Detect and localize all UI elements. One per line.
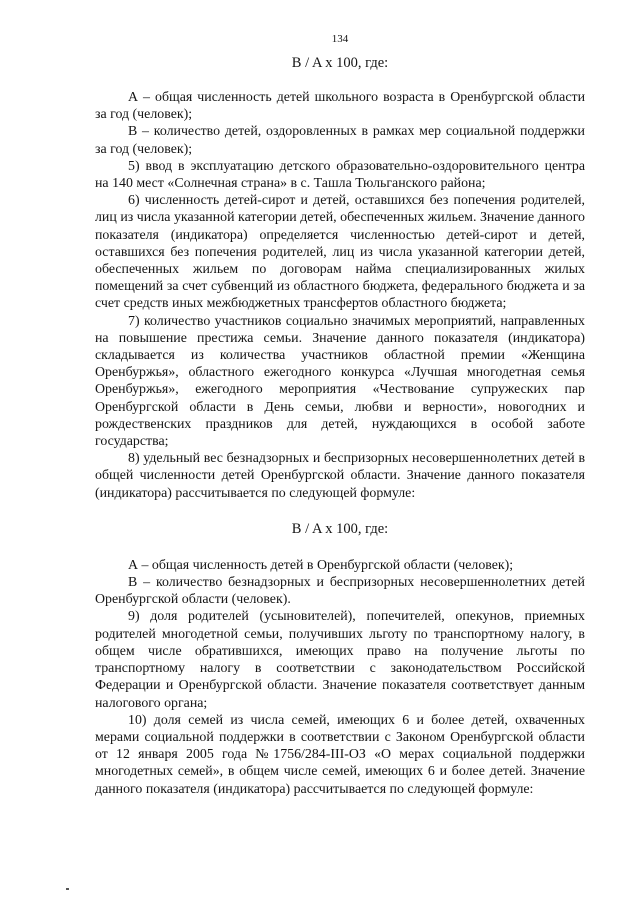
paragraph-b-definition-1: В – количество детей, оздоровленных в рамках мер социальной поддержки за год (человек); bbox=[95, 124, 585, 157]
formula-1: B / A x 100, где: bbox=[291, 55, 389, 71]
paragraph-a-definition-1: А – общая численность детей школьного возраста в Оренбургской области за год (человек); bbox=[95, 90, 585, 123]
paragraph-item-8: 8) удельный вес безнадзорных и беспризорных несовершеннолетних детей в общей численности детей Оренбургской области. Значение данного показателя (индикатора) рассчитывается по следующей формуле: bbox=[95, 451, 585, 501]
scan-speck bbox=[66, 888, 69, 890]
paragraph-a-definition-2: А – общая численность детей в Оренбургской области (человек); bbox=[128, 557, 514, 573]
paragraph-item-9: 9) доля родителей (усыновителей), попечителей, опекунов, приемных родителей многодетной семьи, получивших льготу по транспортному налогу, в общем числе обратившихся, имеющих право на получение льготы по транспортному налогу в соответствии с законодательством Российской Федерации и Оренбургской области. Значение показателя соответствует данным налогового органа; bbox=[95, 609, 585, 711]
paragraph-item-10: 10) доля семей из числа семей, имеющих 6 и более детей, охваченных мерами социальной поддержки в соответствии с Законом Оренбургской области от 12 января 2005 года №1756/284-III-ОЗ «О мерах социальной поддержки многодетных семей», в общем числе семей, имеющих 6 и более детей. Значение данного показателя (индикатора) рассчитывается по следующей формуле: bbox=[95, 712, 585, 797]
paragraph-item-6: 6) численность детей-сирот и детей, оставшихся без попечения родителей, лиц из числа указанной категории детей, обеспеченных жильем. Значение данного показателя (индикатора) определяется численностью детей-сирот и детей, оставшихся без попечения родителей, лиц из числа указанной категории детей, обеспеченных жильем по договорам найма специализированных жилых помещений за счет субвенций из областного бюджета, федерального бюджета и за счет средств иных межбюджетных трансфертов областного бюджета; bbox=[95, 193, 585, 312]
document-page bbox=[95, 32, 585, 798]
formula-2: B / A x 100, где: bbox=[291, 520, 389, 537]
paragraph-item-7: 7) количество участников социально значимых мероприятий, направленных на повышение престижа семьи. Значение данного показателя (индикатора) складывается из количества участников областной премии «Женщина Оренбуржья», областного ежегодного конкурса «Лучшая многодетная семья Оренбуржья», ежегодного мероприятия «Чествование супружеских пар Оренбургской области в День семьи, любви и верности», новогодних и рождественских праздников для детей, нуждающихся в особой заботе государства; bbox=[95, 313, 585, 450]
paragraph-b-definition-2: В – количество безнадзорных и беспризорных несовершеннолетних детей Оренбургской области (человек). bbox=[95, 575, 585, 608]
paragraph-item-5: 5) ввод в эксплуатацию детского образовательно-оздоровительного центра на 140 мест «Солнечная страна» в с. Ташла Тюльганского района; bbox=[95, 158, 585, 192]
page-number: 134 bbox=[331, 33, 349, 45]
